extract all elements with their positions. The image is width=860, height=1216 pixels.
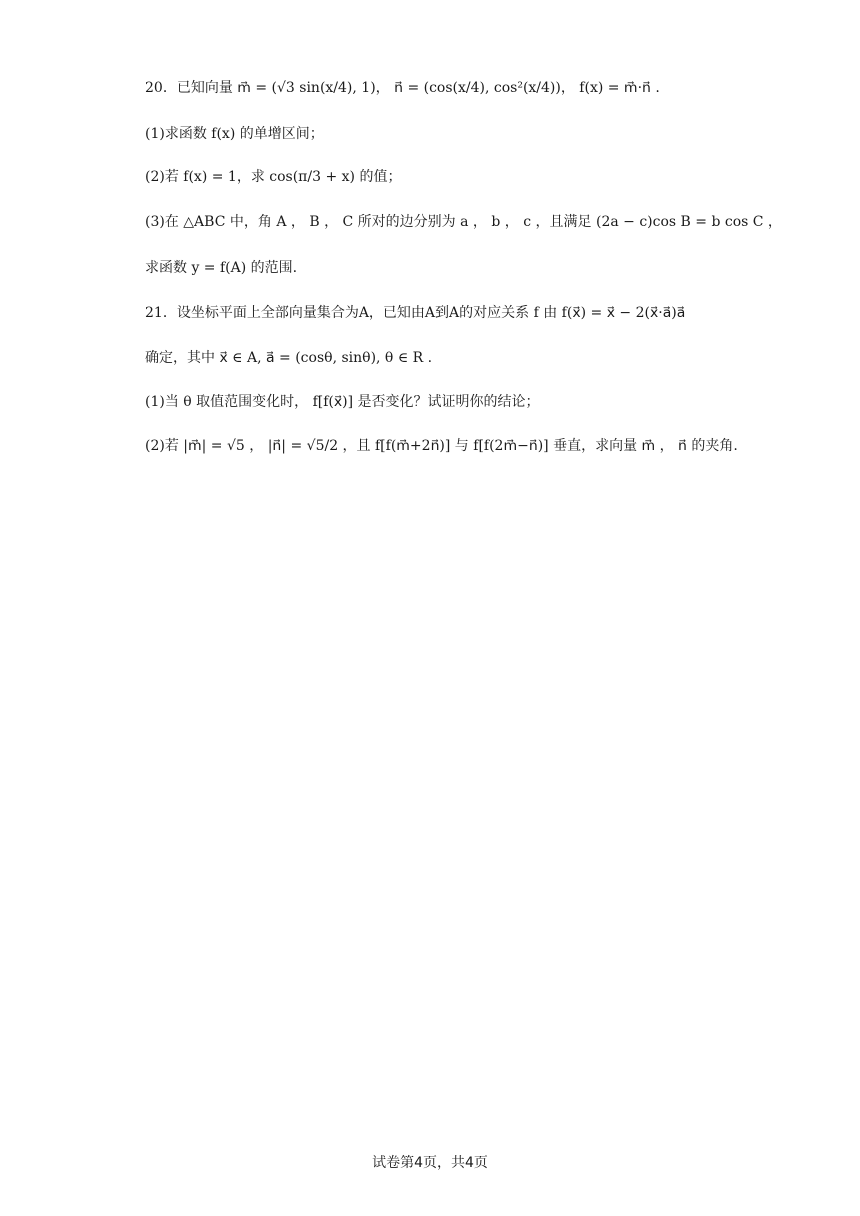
problem-21-statement: 21．设坐标平面上全部向量集合为A，已知由A到A的对应关系 f 由 f(x⃗) = x⃗ − 2(x⃗·a⃗)a⃗ (145, 305, 686, 321)
problem-21-part-2: (2)若 |m⃗| = √5 ， |n⃗| = √5/2 ，且 f[f(m⃗+2n⃗)] 与 f[f(2m⃗−n⃗)] 垂直，求向量 m⃗ ， n⃗ 的夹角. (145, 438, 738, 454)
problem-21-statement-continued: 确定，其中 x⃗ ∈ A, a⃗ = (cosθ, sinθ), θ ∈ R . (145, 350, 433, 366)
problem-20-part-2: (2)若 f(x) = 1，求 cos(π/3 + x) 的值； (145, 169, 402, 185)
problem-21-part-1: (1)当 θ 取值范围变化时， f[f(x⃗)] 是否变化？试证明你的结论； (145, 394, 540, 410)
problem-20-part-3: (3)在 △ABC 中，角 A ， B ， C 所对的边分别为 a ， b ， c ，且满足 (2a − c)cos B = b cos C ， (145, 214, 782, 230)
page-footer: 试卷第4页，共4页 (372, 1155, 488, 1171)
problem-20-statement: 20．已知向量 m⃗ = (√3 sin(x/4), 1)， n⃗ = (cos(x/4), cos²(x/4))， f(x) = m⃗·n⃗ . (145, 80, 660, 96)
problem-20-part-1: (1)求函数 f(x) 的单增区间； (145, 126, 324, 142)
problem-20-part-3-continued: 求函数 y = f(A) 的范围. (145, 260, 298, 276)
